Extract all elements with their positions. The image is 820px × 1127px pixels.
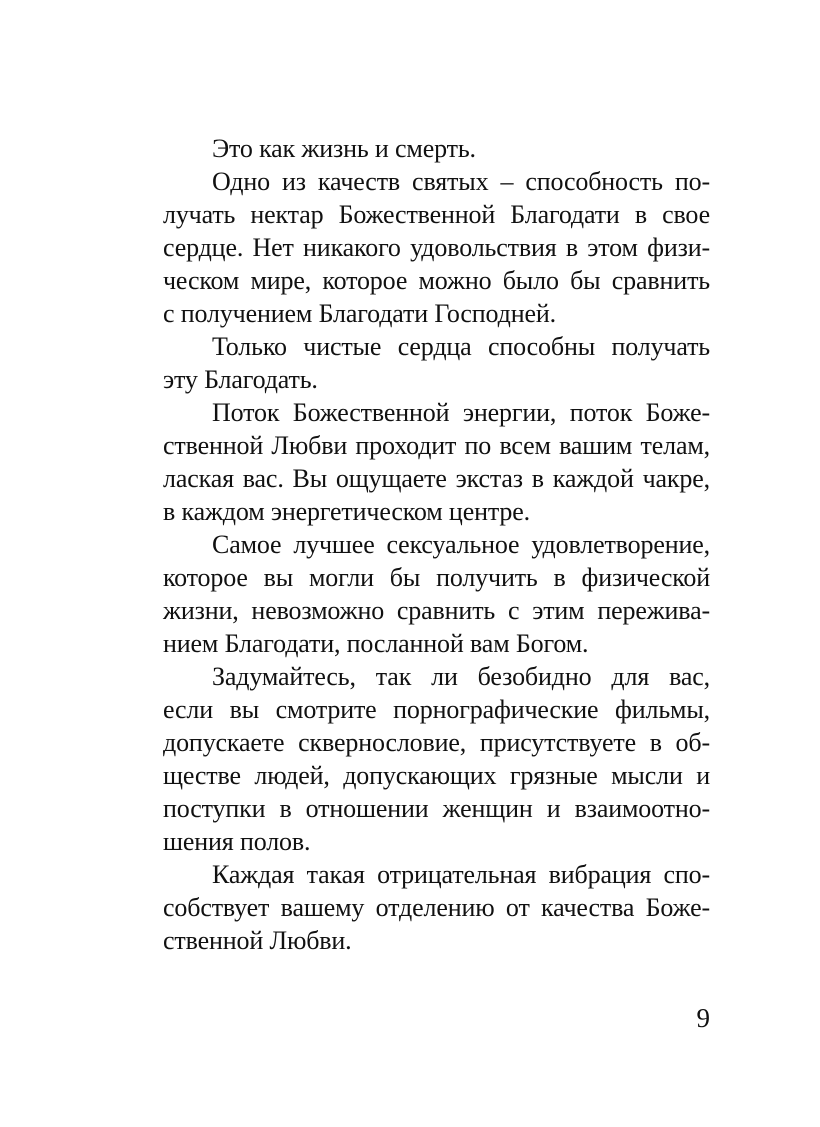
text-line: если вы смотрите порнографические фильмы, [163,695,710,724]
text-line: Каждая такая отрицательная вибрация спо- [212,860,710,889]
text-line: сердце. Нет никакого удовольствия в этом физи- [163,233,710,262]
text-line: Это как жизнь и смерть. [212,134,476,163]
text-line: с получением Благодати Господней. [163,299,557,328]
text-line: эту Благодать. [163,365,318,394]
text-line: ственной Любви. [163,926,352,955]
text-line: ческом мире, которое можно было бы сравнить [163,266,710,295]
text-block [163,132,710,957]
paragraph [163,165,710,330]
paragraph [163,660,710,858]
text-line: поступки в отношении женщин и взаимоотно- [163,794,710,823]
paragraph [163,132,710,165]
paragraph [163,396,710,528]
text-line: лучать нектар Божественной Благодати в свое [163,200,710,229]
text-line: ственной Любви проходит по всем вашим телам, [163,431,710,460]
text-line: которое вы могли бы получить в физической [163,563,710,592]
text-line: допускаете сквернословие, присутствуете в об- [163,728,710,757]
text-line: в каждом энергетическом центре. [163,497,530,526]
text-line: Задумайтесь, так ли безобидно для вас, [212,662,710,691]
text-line: жизни, невозможно сравнить с этим пережива- [163,596,710,625]
paragraph [163,528,710,660]
page-number: 9 [696,1003,710,1033]
text-line: лаская вас. Вы ощущаете экстаз в каждой чакре, [163,464,710,493]
text-line: Самое лучшее сексуальное удовлетворение, [212,530,710,559]
text-line: Одно из качеств святых – способность по- [212,167,710,196]
text-line: шения полов. [163,827,311,856]
text-line: собствует вашему отделению от качества Боже- [163,893,710,922]
text-line: Только чистые сердца способны получать [212,332,710,361]
paragraph [163,858,710,957]
paragraph [163,330,710,396]
text-line: нием Благодати, посланной вам Богом. [163,629,589,658]
text-line: ществе людей, допускающих грязные мысли и [163,761,710,790]
text-line: Поток Божественной энергии, поток Боже- [212,398,710,427]
